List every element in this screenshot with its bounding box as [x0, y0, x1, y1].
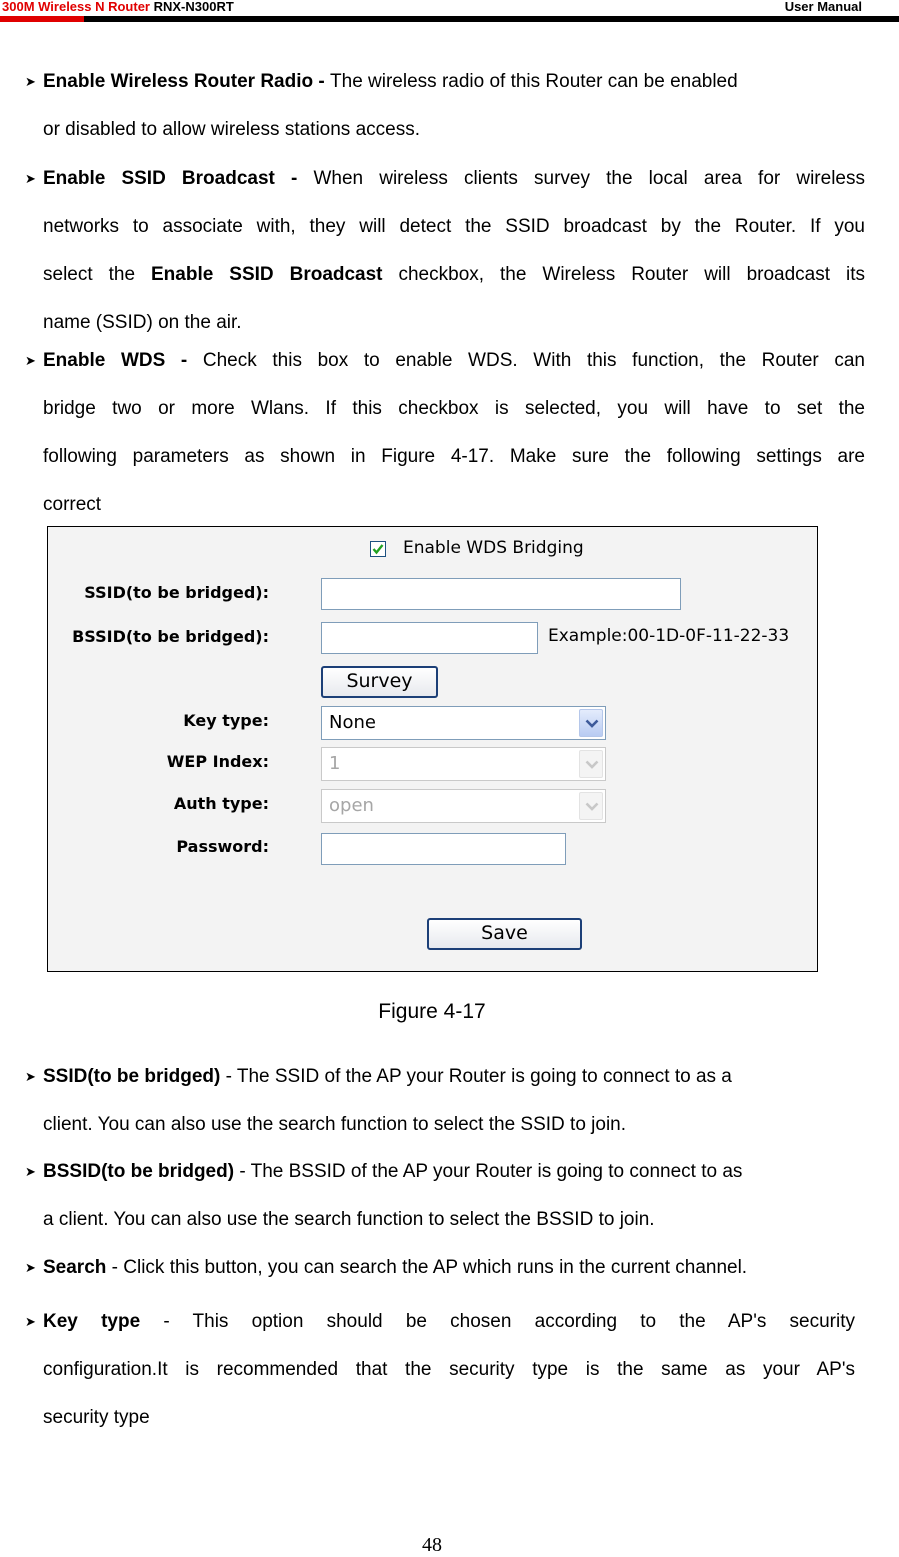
enable-wds-checkbox[interactable]: [370, 541, 386, 557]
chevron-down-icon: [579, 709, 603, 737]
bullet-arrow-icon: ➤: [25, 1260, 36, 1275]
bullet-ssid-bridged: ➤ SSID(to be bridged) - The SSID of the AP your Router is going to connect to as a client. You can also use the search function to select the SSID to join.: [43, 1053, 855, 1149]
password-label: Password:: [176, 837, 269, 856]
key-type-select[interactable]: None: [321, 706, 606, 740]
bullet-arrow-icon: ➤: [25, 1069, 36, 1084]
wds-settings-figure: [47, 526, 818, 972]
bullet-ssid-broadcast: ➤ Enable SSID Broadcast - When wireless clients survey the local area for wireless networks to associate with, they will detect the SSID broadcast by the Router. If you select the Enable SSID Broadcast checkbox, the Wireless Router will broadcast its name (SSID) on the air.: [43, 155, 865, 347]
save-button[interactable]: Save: [427, 918, 582, 950]
bssid-example: Example:00-1D-0F-11-22-33: [548, 626, 790, 646]
header-rule: [0, 16, 899, 22]
ssid-input[interactable]: [321, 578, 681, 610]
page-number: 48: [422, 1534, 442, 1556]
bullet-arrow-icon: ➤: [25, 1164, 36, 1179]
key-type-label: Key type:: [183, 711, 269, 730]
bullet-search: ➤ Search - Click this button, you can search the AP which runs in the current channel.: [43, 1244, 855, 1292]
bullet-arrow-icon: ➤: [25, 353, 36, 368]
header-doc-type: User Manual: [784, 0, 862, 14]
survey-button[interactable]: Survey: [321, 666, 438, 698]
bullet-arrow-icon: ➤: [25, 74, 36, 89]
bullet-enable-wds: ➤ Enable WDS - Check this box to enable WDS. With this function, the Router can bridge two or more Wlans. If this checkbox is selected, you will have to set the following parameters as shown in Figure 4-17. Make sure the following settings are correct: [43, 337, 865, 529]
page-header: [0, 0, 899, 22]
ssid-label: SSID(to be bridged):: [84, 583, 269, 602]
header-product: 300M Wireless N Router RNX-N300RT: [2, 0, 234, 14]
bullet-arrow-icon: ➤: [25, 171, 36, 186]
bullet-key-type: ➤ Key type - This option should be chosen according to the AP's security configuration.It is recommended that the security type is the same as your AP's security type: [43, 1298, 855, 1442]
password-input[interactable]: [321, 833, 566, 865]
chevron-down-icon: [579, 750, 603, 778]
bullet-arrow-icon: ➤: [25, 1314, 36, 1329]
bssid-input[interactable]: [321, 622, 538, 654]
wep-index-label: WEP Index:: [166, 752, 269, 771]
bssid-label: BSSID(to be bridged):: [72, 627, 269, 646]
wep-index-select[interactable]: 1: [321, 747, 606, 781]
auth-type-select[interactable]: open: [321, 789, 606, 823]
checkmark-icon: [372, 543, 384, 555]
figure-caption: Figure 4-17: [378, 1000, 486, 1023]
enable-wds-label: Enable WDS Bridging: [403, 538, 584, 558]
chevron-down-icon: [579, 792, 603, 820]
bullet-bssid-bridged: ➤ BSSID(to be bridged) - The BSSID of the AP your Router is going to connect to as a client. You can also use the search function to select the BSSID to join.: [43, 1148, 855, 1244]
bullet-enable-radio: ➤ Enable Wireless Router Radio - The wireless radio of this Router can be enabled or disabled to allow wireless stations access.: [43, 58, 858, 154]
header-rule-accent: [0, 16, 84, 22]
auth-type-label: Auth type:: [173, 794, 269, 813]
